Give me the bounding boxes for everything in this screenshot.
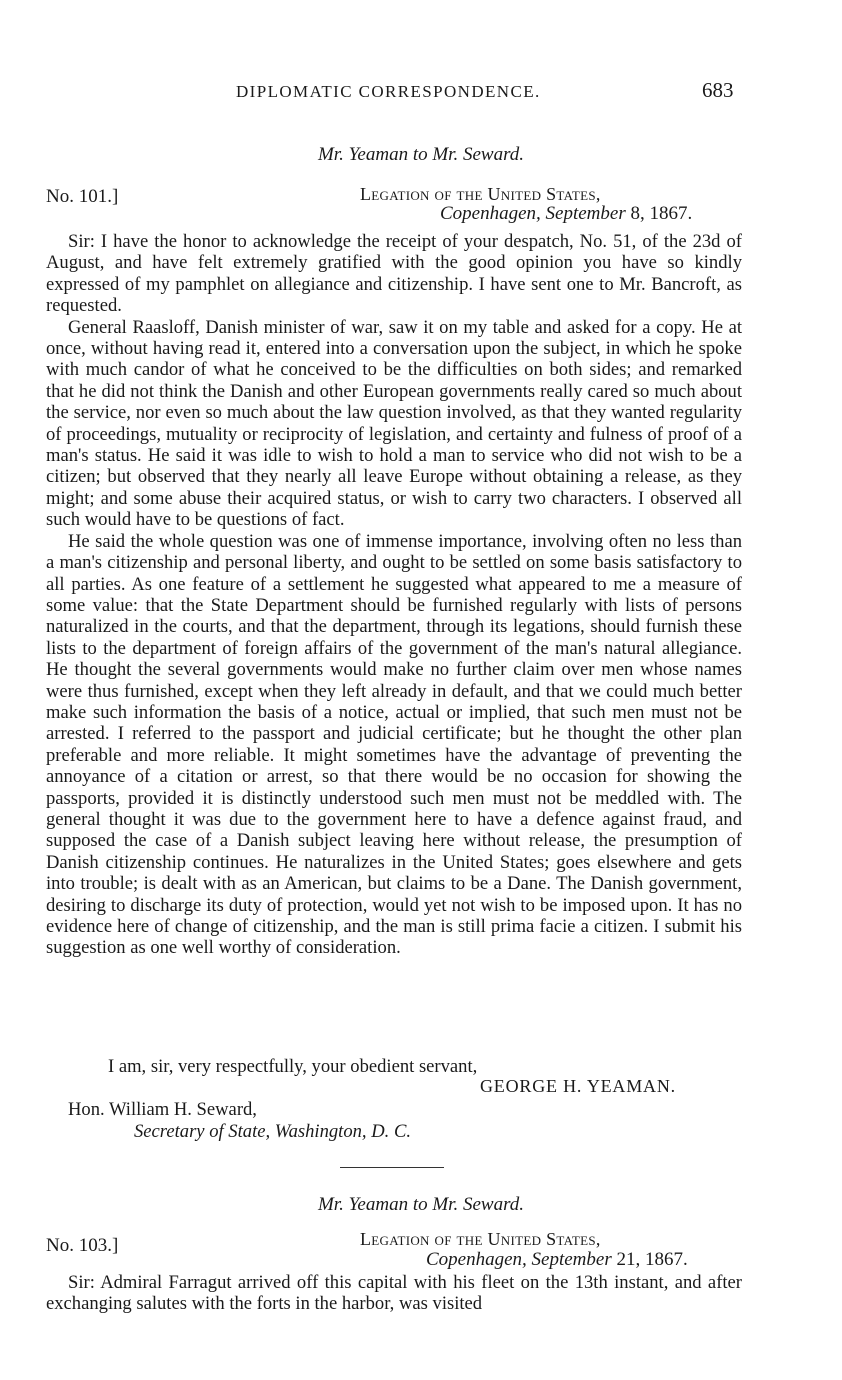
letter-2-date: 21, 1867. bbox=[616, 1249, 688, 1270]
letter-1-legation: Legation of the United States, bbox=[360, 184, 601, 204]
letter-1-addressee-title: Secretary of State, Washington, D. C. bbox=[134, 1121, 411, 1142]
letter-1-paragraph-1: Sir: I have the honor to acknowledge the receipt of your despatch, No. 51, of the 23d of August, and have felt extremely gratified with the good opinion you have so kindly expressed of my pamphlet on allegiance and citizenship. I have sent one to Mr. Bancroft, as requested. bbox=[46, 231, 742, 317]
page-number: 683 bbox=[702, 78, 734, 102]
letter-2-paragraph-1: Sir: Admiral Farragut arrived off this capital with his fleet on the 13th instant, and after exchanging salutes with the forts in the harbor, was visited bbox=[46, 1272, 742, 1315]
running-head bbox=[0, 78, 842, 112]
letter-1-addressee: Hon. William H. Seward, bbox=[68, 1099, 257, 1120]
letter-2-legation: Legation of the United States, bbox=[360, 1229, 601, 1249]
section-divider bbox=[340, 1167, 444, 1168]
letter-1-closing: I am, sir, very respectfully, your obedient servant, bbox=[108, 1056, 478, 1077]
letter-1-number: No. 101.] bbox=[46, 186, 119, 207]
letter-1-place-date bbox=[440, 203, 692, 225]
letter-2-body bbox=[46, 1272, 742, 1315]
letter-1-body bbox=[46, 231, 742, 959]
letter-1-signature: GEORGE H. YEAMAN. bbox=[480, 1076, 676, 1096]
letter-2-place-date bbox=[426, 1249, 688, 1271]
letter-2-heading: Mr. Yeaman to Mr. Seward. bbox=[317, 1194, 525, 1215]
letter-1-paragraph-3: He said the whole question was one of immense importance, involving often no less than a man's citizenship and personal liberty, and ought to be settled on some basis satisfactory to all parties. As one feature of a settlement he suggested what appeared to me a measure of some value: that the State Department should be furnished regularly with lists of persons naturalized in the courts, and that the department, through its legations, should furnish these lists to the department of foreign affairs of the government of the man's natural allegiance. He thought the several governments would make no further claim over men whose names were thus furnished, except when they left already in default, and that we could much better make such information the basis of a notice, actual or implied, that such men must not be arrested. I referred to the passport and judicial certificate; but he thought the other plan preferable and more reliable. It might sometimes have the advantage of preventing the annoyance of a citation or arrest, so that there would be no occasion for showing the passports, provided it is distinctly understood such men must not be meddled with. The general thought it was due to the government here to have a defence against fraud, and supposed the case of a Danish subject leaving here without release, the presumption of Danish citizenship continues. He naturalizes in the United States; goes elsewhere and gets into trouble; is dealt with as an American, but claims to be a Dane. The Danish government, desiring to discharge its duty of protection, would yet not wish to be imposed upon. It has no evidence here of change of citizenship, and the man is still prima facie a citizen. I submit his suggestion as one well worthy of consideration. bbox=[46, 530, 742, 959]
letter-1-date: 8, 1867. bbox=[630, 203, 693, 224]
letter-1-place: Copenhagen, September bbox=[440, 203, 626, 224]
letter-2-place: Copenhagen, September bbox=[426, 1249, 612, 1270]
letter-2-number: No. 103.] bbox=[46, 1235, 119, 1256]
letter-1-heading: Mr. Yeaman to Mr. Seward. bbox=[317, 144, 525, 165]
running-title: DIPLOMATIC CORRESPONDENCE. bbox=[236, 82, 541, 101]
letter-1-paragraph-2: General Raasloff, Danish minister of war, saw it on my table and asked for a copy. He at once, without having read it, entered into a conversation upon the subject, in which he spoke with much candor of what he conceived to be the difficulties on both sides; and remarked that he did not think the Danish and other European governments really cared so much about the service, nor even so much about the law question involved, as that they wanted regularity of proceedings, mutuality or reciprocity of legislation, and certainty and fulness of proof of a man's status. He said it was idle to wish to hold a man to service who did not wish to be a citizen; but observed that they nearly all leave Europe without obtaining a release, as they might; and some abuse their acquired status, or wish to carry two characters. I observed all such would have to be questions of fact. bbox=[46, 316, 742, 531]
